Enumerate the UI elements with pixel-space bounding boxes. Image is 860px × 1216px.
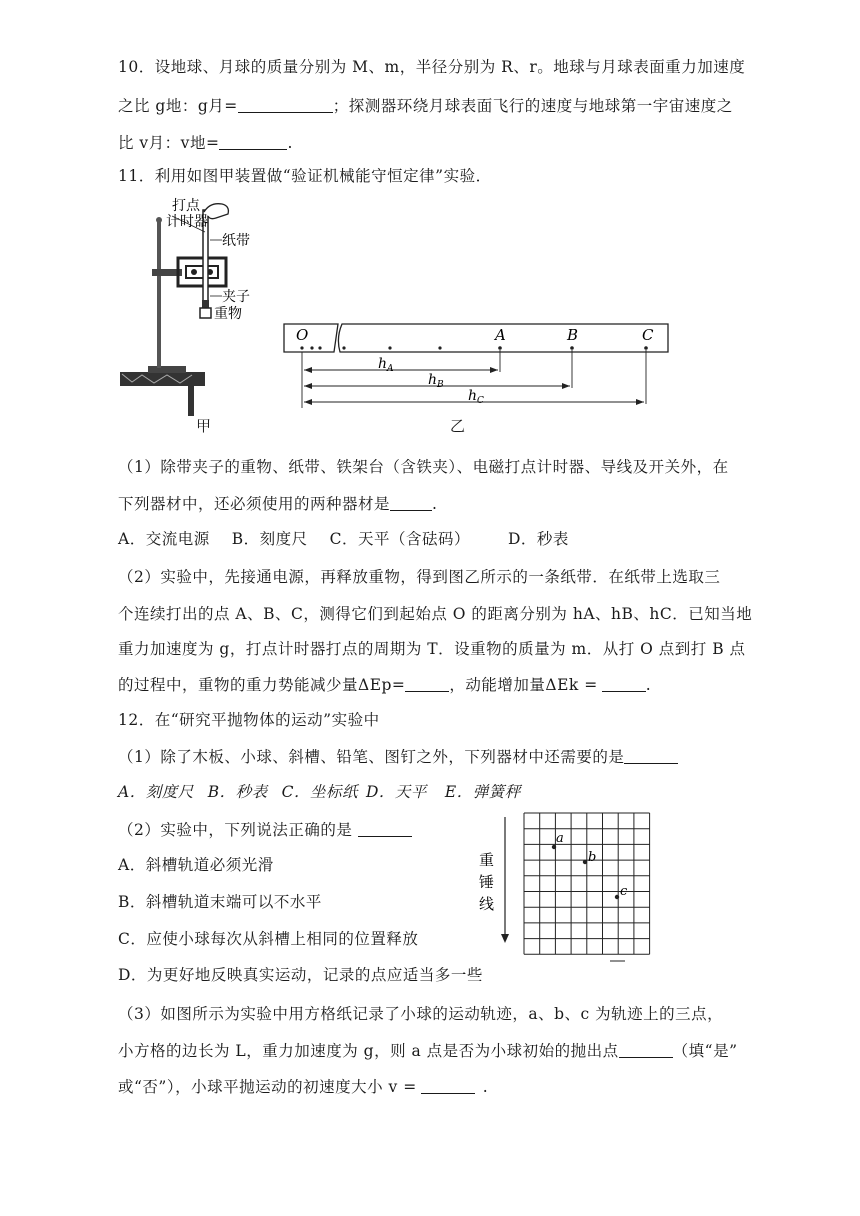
stand-rod xyxy=(157,220,161,368)
q10-velocity-text: ；探测器环绕月球表面飞行的速度与地球第一宇宙速度之 xyxy=(332,97,733,115)
q12-p2-option-a[interactable]: A．斜槽轨道必须光滑 xyxy=(118,856,274,874)
q11-option-c[interactable]: C．天平（含砝码） xyxy=(329,530,470,548)
q12-p3-period: . xyxy=(482,1078,489,1096)
q11-option-b[interactable]: B．刻度尺 xyxy=(231,530,308,548)
q12-p3-line3 xyxy=(118,1075,488,1097)
q12-title: 12．在“研究平抛物体的运动”实验中 xyxy=(118,711,380,729)
q11-p2-period: . xyxy=(645,676,652,694)
q10-line2 xyxy=(118,94,733,116)
label-ha: $h_A$ xyxy=(378,356,394,374)
q11-p1-period: . xyxy=(432,495,438,513)
q12-p3-velocity-text: 或“否”），小球平抛运动的初速度大小 v = xyxy=(118,1078,417,1096)
q12-p1-option-e[interactable]: E．弹簧秤 xyxy=(444,783,521,801)
q12-p2-question: （2）实验中，下列说法正确的是 xyxy=(118,821,353,839)
q12-p2-option-c[interactable]: C．应使小球每次从斜槽上相同的位置释放 xyxy=(118,930,419,948)
q10-line1: 10．设地球、月球的质量分别为 M、m，半径分别为 R、r。地球与月球表面重力加速度 xyxy=(118,58,746,76)
table-top xyxy=(120,372,205,386)
q11-p2-line4 xyxy=(118,673,651,695)
grid-paper xyxy=(524,813,650,954)
figure-grid-trajectory xyxy=(470,805,670,975)
q11-p2-answer-blank-1[interactable] xyxy=(405,676,449,693)
label-hb: $h_B$ xyxy=(428,372,444,390)
label-point-b: b xyxy=(588,850,597,865)
q11-p1-question: 下列器材中，还必须使用的两种器材是 xyxy=(118,495,391,513)
q12-p1 xyxy=(118,745,678,767)
label-zhidai: 纸带 xyxy=(222,233,250,249)
q12-p3-line2 xyxy=(118,1039,738,1061)
label-o: O xyxy=(296,326,309,344)
figure-jia-apparatus xyxy=(112,192,282,432)
label-dadian: 打点 xyxy=(172,198,200,214)
q11-kinetic-energy-text: ，动能增加量ΔEk = xyxy=(449,676,598,694)
point-b xyxy=(583,860,587,864)
q12-p1-answer-blank[interactable] xyxy=(624,748,678,765)
q11-option-d[interactable]: D．秒表 xyxy=(507,530,569,548)
figure-yi-paper-tape xyxy=(280,318,680,413)
q12-p3-line1: （3）如图所示为实验中用方格纸记录了小球的运动轨迹，a、b、c 为轨迹上的三点， xyxy=(118,1005,724,1023)
point-b-dot xyxy=(570,346,574,350)
table-leg xyxy=(188,386,194,416)
q11-p2-line1: （2）实验中，先接通电源，再释放重物，得到图乙所示的一条纸带．在纸带上选取三 xyxy=(118,568,721,586)
q12-p2 xyxy=(118,818,412,840)
point-c xyxy=(615,895,619,899)
q10-answer-blank-1[interactable] xyxy=(238,97,333,114)
stand-base xyxy=(148,366,186,373)
q10-velocity-ratio-text: 比 v月：v地= xyxy=(118,134,220,152)
label-point-c: c xyxy=(620,884,628,899)
q12-p1-options xyxy=(118,780,521,802)
q11-p1-line1: （1）除带夹子的重物、纸带、铁架台（含铁夹）、电磁打点计时器、导线及开关外，在 xyxy=(118,458,729,476)
q11-potential-energy-text: 的过程中，重物的重力势能减少量ΔEp= xyxy=(118,676,406,694)
label-jishiqi: 计时器 xyxy=(166,214,208,230)
q12-p1-option-b[interactable]: B．秒表 xyxy=(207,783,268,801)
q11-p2-answer-blank-2[interactable] xyxy=(602,676,646,693)
clip xyxy=(202,300,209,308)
label-c: C xyxy=(642,326,654,344)
q11-p2-line3: 重力加速度为 g，打点计时器打点的周期为 T．设重物的质量为 m．从打 O 点到打 B 点 xyxy=(118,640,746,658)
q11-options xyxy=(118,527,569,549)
q11-p1-answer-blank[interactable] xyxy=(390,495,432,512)
q12-p1-question: （1）除了木板、小球、斜槽、铅笔、图钉之外，下列器材中还需要的是 xyxy=(118,748,625,766)
point-a-dot xyxy=(498,346,502,350)
q12-p1-option-d[interactable]: D．天平 xyxy=(365,783,427,801)
q12-p3-hint: （填“是” xyxy=(672,1042,738,1060)
q12-p2-answer-blank[interactable] xyxy=(358,821,412,838)
q10-gravity-ratio-text: 之比 g地：g月= xyxy=(118,97,238,115)
q11-p2-line2: 个连续打出的点 A、B、C，测得它们到起始点 O 的距离分别为 hA、hB、hC．已知当地 xyxy=(118,605,753,623)
q12-p2-option-d[interactable]: D．为更好地反映真实运动，记录的点应适当多一些 xyxy=(118,966,483,984)
label-a: A xyxy=(495,326,506,344)
label-point-a: a xyxy=(556,831,564,846)
q12-p3-question: 小方格的边长为 L，重力加速度为 g，则 a 点是否为小球初始的抛出点 xyxy=(118,1042,619,1060)
q12-p3-answer-blank-1[interactable] xyxy=(619,1042,673,1059)
q12-p2-option-b[interactable]: B．斜槽轨道末端可以不水平 xyxy=(118,893,322,911)
label-jiazi: 夹子 xyxy=(222,289,250,305)
q11-title: 11．利用如图甲装置做“验证机械能守恒定律”实验． xyxy=(118,167,492,185)
q11-option-a[interactable]: A．交流电源 xyxy=(118,530,210,548)
q10-answer-blank-2[interactable] xyxy=(219,134,287,151)
q11-p1-line2 xyxy=(118,492,437,514)
q10-period: . xyxy=(287,134,293,152)
label-b: B xyxy=(567,326,579,344)
weight xyxy=(200,308,211,318)
caption-jia: 甲 xyxy=(196,417,212,435)
q12-p3-answer-blank-2[interactable] xyxy=(421,1078,475,1095)
caption-yi: 乙 xyxy=(450,417,466,435)
q12-p1-option-a[interactable]: A．刻度尺 xyxy=(118,783,194,801)
q10-line3 xyxy=(118,131,293,153)
label-zhongwu: 重物 xyxy=(214,306,242,322)
point-c-dot xyxy=(644,346,648,350)
q12-p1-option-c[interactable]: C．坐标纸 xyxy=(281,783,358,801)
plumb-line-label: 重锤线 xyxy=(479,851,495,913)
label-hc: $h_C$ xyxy=(468,388,484,406)
